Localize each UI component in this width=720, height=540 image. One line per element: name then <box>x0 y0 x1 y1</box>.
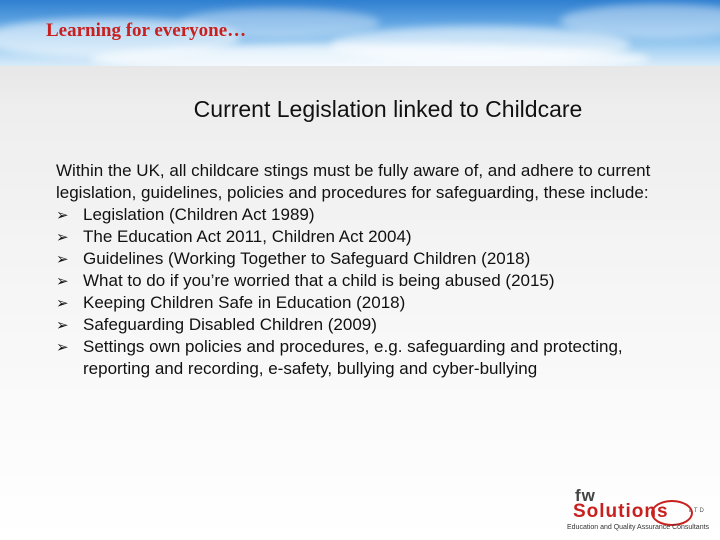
arrow-bullet-icon: ➢ <box>56 294 69 312</box>
slide-body <box>56 160 666 380</box>
cloud-decoration <box>90 44 650 66</box>
slide-title: Current Legislation linked to Childcare <box>193 96 583 122</box>
arrow-bullet-icon: ➢ <box>56 272 69 290</box>
arrow-bullet-icon: ➢ <box>56 338 69 356</box>
sky-banner <box>0 0 720 66</box>
arrow-bullet-icon: ➢ <box>56 228 69 246</box>
intro-paragraph: Within the UK, all childcare stings must be fully aware of, and adhere to current legislation, guidelines, policies and procedures for safeguarding, these include: <box>56 161 651 202</box>
fw-solutions-logo <box>565 486 713 536</box>
logo-tagline: Education and Quality Assurance Consultants <box>567 524 710 531</box>
logo-solutions-text: Solutions <box>573 501 669 522</box>
list-item: ➢ Guidelines (Working Together to Safeguard Children (2018) <box>56 249 531 268</box>
list-item: ➢ Keeping Children Safe in Education (2018) <box>56 293 406 312</box>
logo-fw-text: fw <box>575 486 596 505</box>
header-tagline: Learning for everyone… <box>46 20 247 41</box>
list-item: ➢ Safeguarding Disabled Children (2009) <box>56 315 377 334</box>
list-item: ➢ The Education Act 2011, Children Act 2004) <box>56 227 412 246</box>
bullet-list <box>56 204 666 380</box>
arrow-bullet-icon: ➢ <box>56 250 69 268</box>
list-item: ➢ What to do if you’re worried that a child is being abused (2015) <box>56 271 555 290</box>
arrow-bullet-icon: ➢ <box>56 206 69 224</box>
list-item: ➢ Legislation (Children Act 1989) <box>56 205 315 224</box>
arrow-bullet-icon: ➢ <box>56 316 69 334</box>
logo-ltd-text: LTD <box>689 508 706 514</box>
list-item: ➢ Settings own policies and procedures, e.g. safeguarding and protecting, reporting and recording, e-safety, bullying and cyber-bullying <box>56 337 623 378</box>
